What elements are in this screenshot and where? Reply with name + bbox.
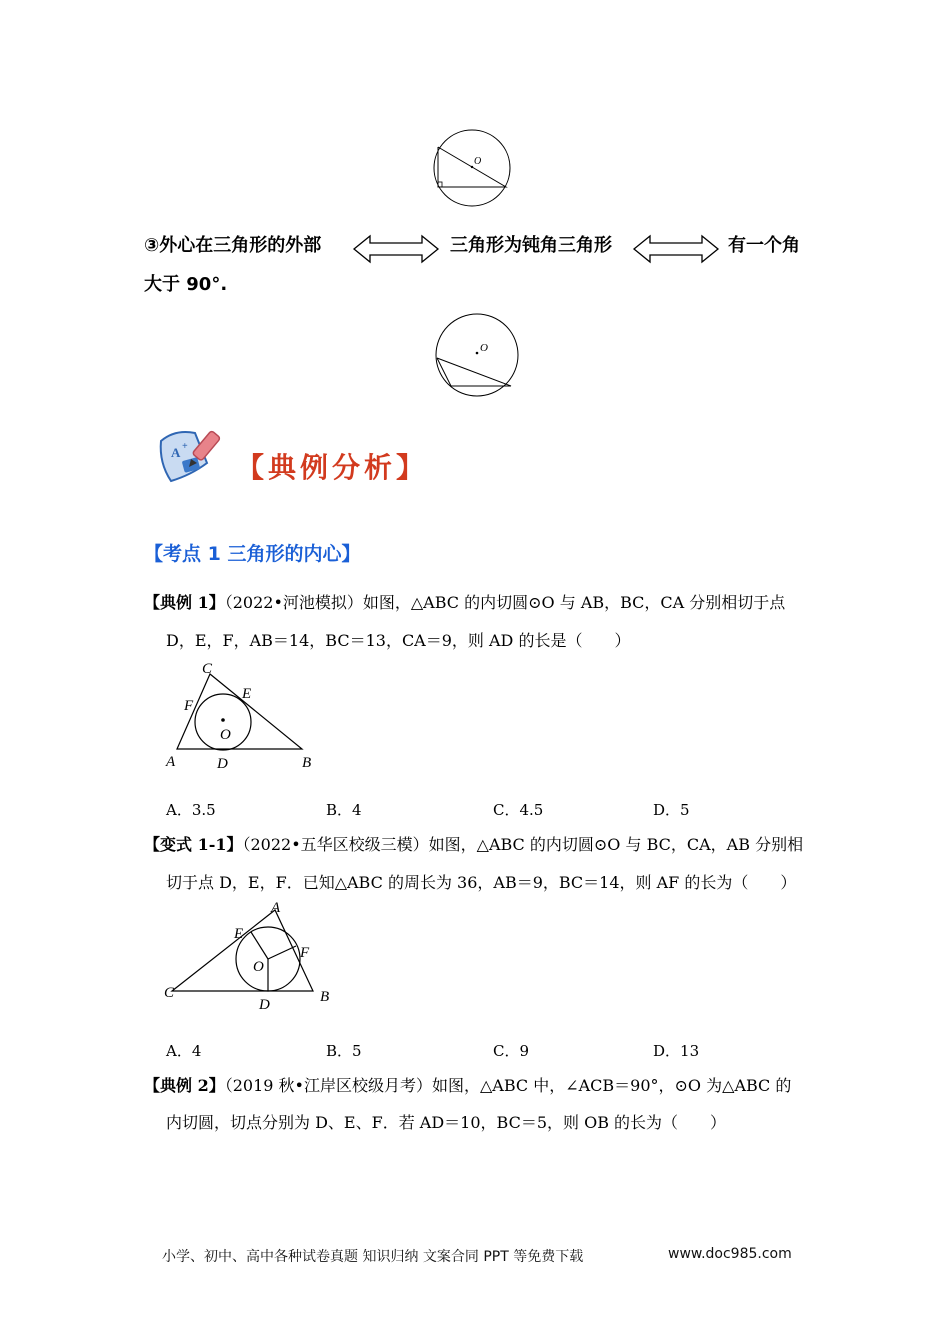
statement-part3: 有一个角 xyxy=(728,235,800,256)
ex1-option-c[interactable]: C．4.5 xyxy=(493,801,544,819)
ex1-option-b[interactable]: B．4 xyxy=(326,801,362,819)
label-o: O xyxy=(480,342,488,354)
label-d: D xyxy=(259,997,270,1013)
obtuse-triangle-circle-figure xyxy=(428,308,526,406)
var1-option-d[interactable]: D．13 xyxy=(653,1042,700,1060)
var1-option-b[interactable]: B．5 xyxy=(326,1042,362,1060)
var1-option-a[interactable]: A．4 xyxy=(166,1042,202,1060)
kaodian-title: 【考点 1 三角形的内心】 xyxy=(144,543,361,565)
label-e: E xyxy=(242,686,252,702)
footer-url[interactable]: www.doc985.com xyxy=(668,1246,792,1262)
label-d: D xyxy=(217,756,228,772)
label-o: O xyxy=(253,959,264,975)
outer-center-statement xyxy=(144,234,321,258)
label-c: C xyxy=(164,985,175,1001)
example-2-tag: 【典例 2】 xyxy=(144,1076,225,1095)
statement-part1: ③外心在三角形的外部 xyxy=(144,235,322,256)
example-1-line1: 【典例 1】（2022•河池模拟）如图，△ABC 的内切圆⊙O 与 AB，BC，CA 分别相切于点 xyxy=(144,593,786,612)
example-1-tag: 【典例 1】 xyxy=(144,593,225,612)
variant-1-1-figure xyxy=(160,898,340,1013)
var1-option-c[interactable]: C．9 xyxy=(493,1042,530,1060)
label-f: F xyxy=(184,698,194,714)
double-arrow-icon xyxy=(632,233,720,265)
variant-1-1-line2: 切于点 D，E，F．已知△ABC 的周长为 36，AB＝9，BC＝14，则 AF 的长为（ ） xyxy=(166,873,797,892)
example-2-line2: 内切圆，切点分别为 D、E、F．若 AD＝10，BC＝5，则 OB 的长为（ ） xyxy=(166,1113,727,1132)
label-e: E xyxy=(234,926,244,942)
footer-text: 小学、初中、高中各种试卷真题 知识归纳 文案合同 PPT 等免费下载 xyxy=(162,1249,584,1265)
right-triangle-circle-figure xyxy=(425,122,520,217)
label-f: F xyxy=(300,945,310,961)
statement-line2: 大于 90°. xyxy=(144,274,228,295)
label-b: B xyxy=(320,989,330,1005)
label-o: O xyxy=(474,156,482,167)
ex1-option-d[interactable]: D．5 xyxy=(653,801,690,819)
ex1-option-a[interactable]: A．3.5 xyxy=(166,801,216,819)
svg-text:+: + xyxy=(182,441,188,452)
label-a: A xyxy=(271,900,281,916)
statement-part2: 三角形为钝角三角形 xyxy=(450,235,612,256)
banner-title: 【典例分析】 xyxy=(236,451,429,484)
variant-1-1-line1: 【变式 1-1】（2022•五华区校级三模）如图，△ABC 的内切圆⊙O 与 BC，CA，AB 分别相 xyxy=(144,835,804,854)
pencil-paper-icon xyxy=(155,423,235,485)
label-a: A xyxy=(166,754,176,770)
label-c: C xyxy=(202,661,213,677)
double-arrow-icon xyxy=(352,233,440,265)
label-o: O xyxy=(220,727,231,743)
example-1-figure xyxy=(160,660,325,775)
example-2-line1: 【典例 2】（2019 秋•江岸区校级月考）如图，△ABC 中，∠ACB＝90°，⊙O 为△ABC 的 xyxy=(144,1076,792,1095)
svg-text:A: A xyxy=(171,445,181,460)
variant-1-1-tag: 【变式 1-1】 xyxy=(144,835,243,854)
label-b: B xyxy=(302,755,312,771)
example-1-line2: D，E，F，AB＝14，BC＝13，CA＝9，则 AD 的长是（ ） xyxy=(166,631,631,650)
